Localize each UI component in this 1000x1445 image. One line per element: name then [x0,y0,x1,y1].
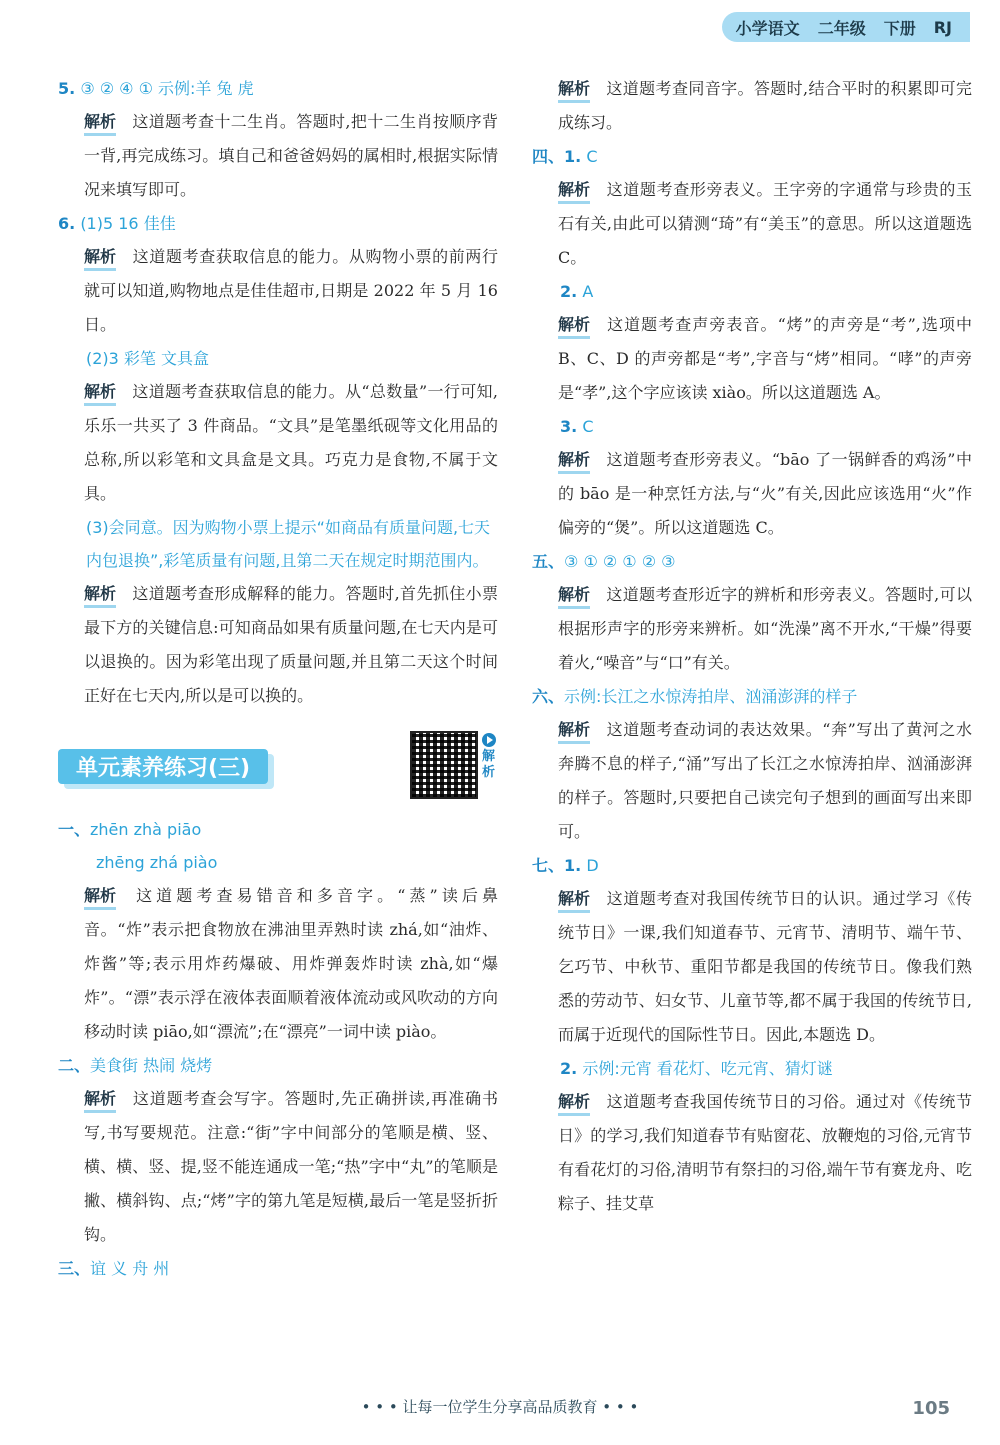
answer-s2: 二、美食街 热闹 烧烤 [58,1056,213,1075]
header-term: 下册 [883,18,916,38]
answer-6-1: 6. (1)5 16 佳佳 [58,214,176,233]
explanation-6-1: 解析 这道题考查获取信息的能力。从购物小票的前两行就可以知道,购物地点是佳佳超市,日期是 2022 年 5 月 16 日。 [84,247,498,334]
left-column [58,72,498,1285]
section-title: 单元素养练习(三) [58,749,268,784]
qr-code-icon[interactable] [410,731,478,799]
explanation-6-2: 解析 这道题考查获取信息的能力。从“总数量”一行可知,乐乐一共买了 3 件商品。“文具”是笔墨纸砚等文化用品的总称,所以彩笔和文具盒是文具。巧克力是食物,不属于文具。 [84,382,498,503]
header-tab [722,12,970,42]
page-number: 105 [912,1398,950,1419]
answer-s6: 六、示例:长江之水惊涛拍岸、汹涌澎湃的样子 [532,687,858,706]
explanation-s7-1: 解析 这道题考查对我国传统节日的认识。通过学习《传统节日》一课,我们知道春节、元宵节、清明节、端午节、乞巧节、中秋节、重阳节都是我国的传统节日。像我们熟悉的劳动节、妇女节、儿童节等,都不属于我国的传统节日,而属于近现代的国际性节日。因此,本题选 D。 [558,889,972,1044]
explanation-s4-2: 解析 这道题考查声旁表音。“烤”的声旁是“考”,选项中 B、C、D 的声旁都是“考”,字音与“烤”相同。“哮”的声旁是“孝”,这个字应该读 xiào。所以这道题选 A。 [558,315,972,402]
explanation-5: 解析 这道题考查十二生肖。答题时,把十二生肖按顺序背一背,再完成练习。填自己和爸爸妈妈的属相时,根据实际情况来填写即可。 [84,112,498,199]
header-grade: 二年级 [817,18,866,38]
answer-s1-line1: 一、zhēn zhà piāo [58,820,202,839]
explanation-s6: 解析 这道题考查动词的表达效果。“奔”写出了黄河之水奔腾不息的样子,“涌”写出了长江之水惊涛拍岸、汹涌澎湃的样子。答题时,只要把自己读完句子想到的画面写出来即可。 [558,720,972,841]
answer-s7-2: 2. 示例:元宵 看花灯、吃元宵、猜灯谜 [560,1059,833,1078]
answer-s3: 三、谊 义 舟 州 [58,1259,170,1278]
answer-6-3: (3)会同意。因为购物小票上提示“如商品有质量问题,七天内包退换”,彩笔质量有问题,且第二天在规定时期范围内。 [86,518,491,570]
answer-5: 5. ③ ② ④ ① 示例:羊 兔 虎 [58,79,254,98]
explanation-s1: 解析 这道题考查易错音和多音字。“蒸”读后鼻音。“炸”表示把食物放在沸油里弄熟时读 zhá,如“油炸、炸酱”等;表示用炸药爆破、用炸弹轰炸时读 zhà,如“爆炸”。“漂”表示浮在液体表面顺着液体流动或风吹动的方向移动时读 piāo,如“漂流”;在“漂亮”一词中读 piào。 [84,886,498,1041]
explanation-s3: 解析 这道题考查同音字。答题时,结合平时的积累即可完成练习。 [558,79,972,132]
answer-s4-1: 四、1. C [532,147,598,166]
answer-s1-line2: zhēng zhá piào [96,853,218,872]
explanation-s5: 解析 这道题考查形近字的辨析和形旁表义。答题时,可以根据形声字的形旁来辨析。如“洗澡”离不开水,“干燥”得要着火,“噪音”与“口”有关。 [558,585,972,672]
footer-slogan: • • • 让每一位学生分享高品质教育 • • • [361,1398,639,1416]
answer-s5: 五、③ ① ② ① ② ③ [532,552,676,571]
play-icon [482,733,496,747]
answer-s4-3: 3. C [560,417,594,436]
header-edition: RJ [933,17,952,37]
explanation-s2: 解析 这道题考查会写字。答题时,先正确拼读,再准确书写,书写要规范。注意:“街”字中间部分的笔顺是横、竖、横、横、竖、提,竖不能连通成一笔;“热”字中“丸”的笔顺是撇、横斜钩、点;“烤”字的第九笔是短横,最后一笔是竖折折钩。 [84,1089,498,1244]
right-column [532,72,972,1221]
answer-s4-2: 2. A [560,282,594,301]
explanation-6-3: 解析 这道题考查形成解释的能力。答题时,首先抓住小票最下方的关键信息:可知商品如果有质量问题,在七天内是可以退换的。因为彩笔出现了质量问题,并且第二天这个时间正好在七天内,所以是可以换的。 [84,584,498,705]
explanation-s4-1: 解析 这道题考查形旁表义。王字旁的字通常与珍贵的玉石有关,由此可以猜测“琦”有“美玉”的意思。所以这道题选 C。 [558,180,972,267]
header-subject: 小学语文 [735,18,800,38]
answer-s7-1: 七、1. D [532,856,599,875]
answer-6-2: (2)3 彩笔 文具盒 [86,349,210,368]
section-header [58,731,498,795]
explanation-s7-2: 解析 这道题考查我国传统节日的习俗。通过对《传统节日》的学习,我们知道春节有贴窗花、放鞭炮的习俗,元宵节有看花灯的习俗,清明节有祭扫的习俗,端午节有赛龙舟、吃粽子、挂艾草 [558,1092,972,1213]
qr-label: 解析 [482,733,498,781]
explanation-s4-3: 解析 这道题考查形旁表义。“bāo 了一锅鲜香的鸡汤”中的 bāo 是一种烹饪方法,与“火”有关,因此应该选用“火”作偏旁的“煲”。所以这道题选 C。 [558,450,972,537]
